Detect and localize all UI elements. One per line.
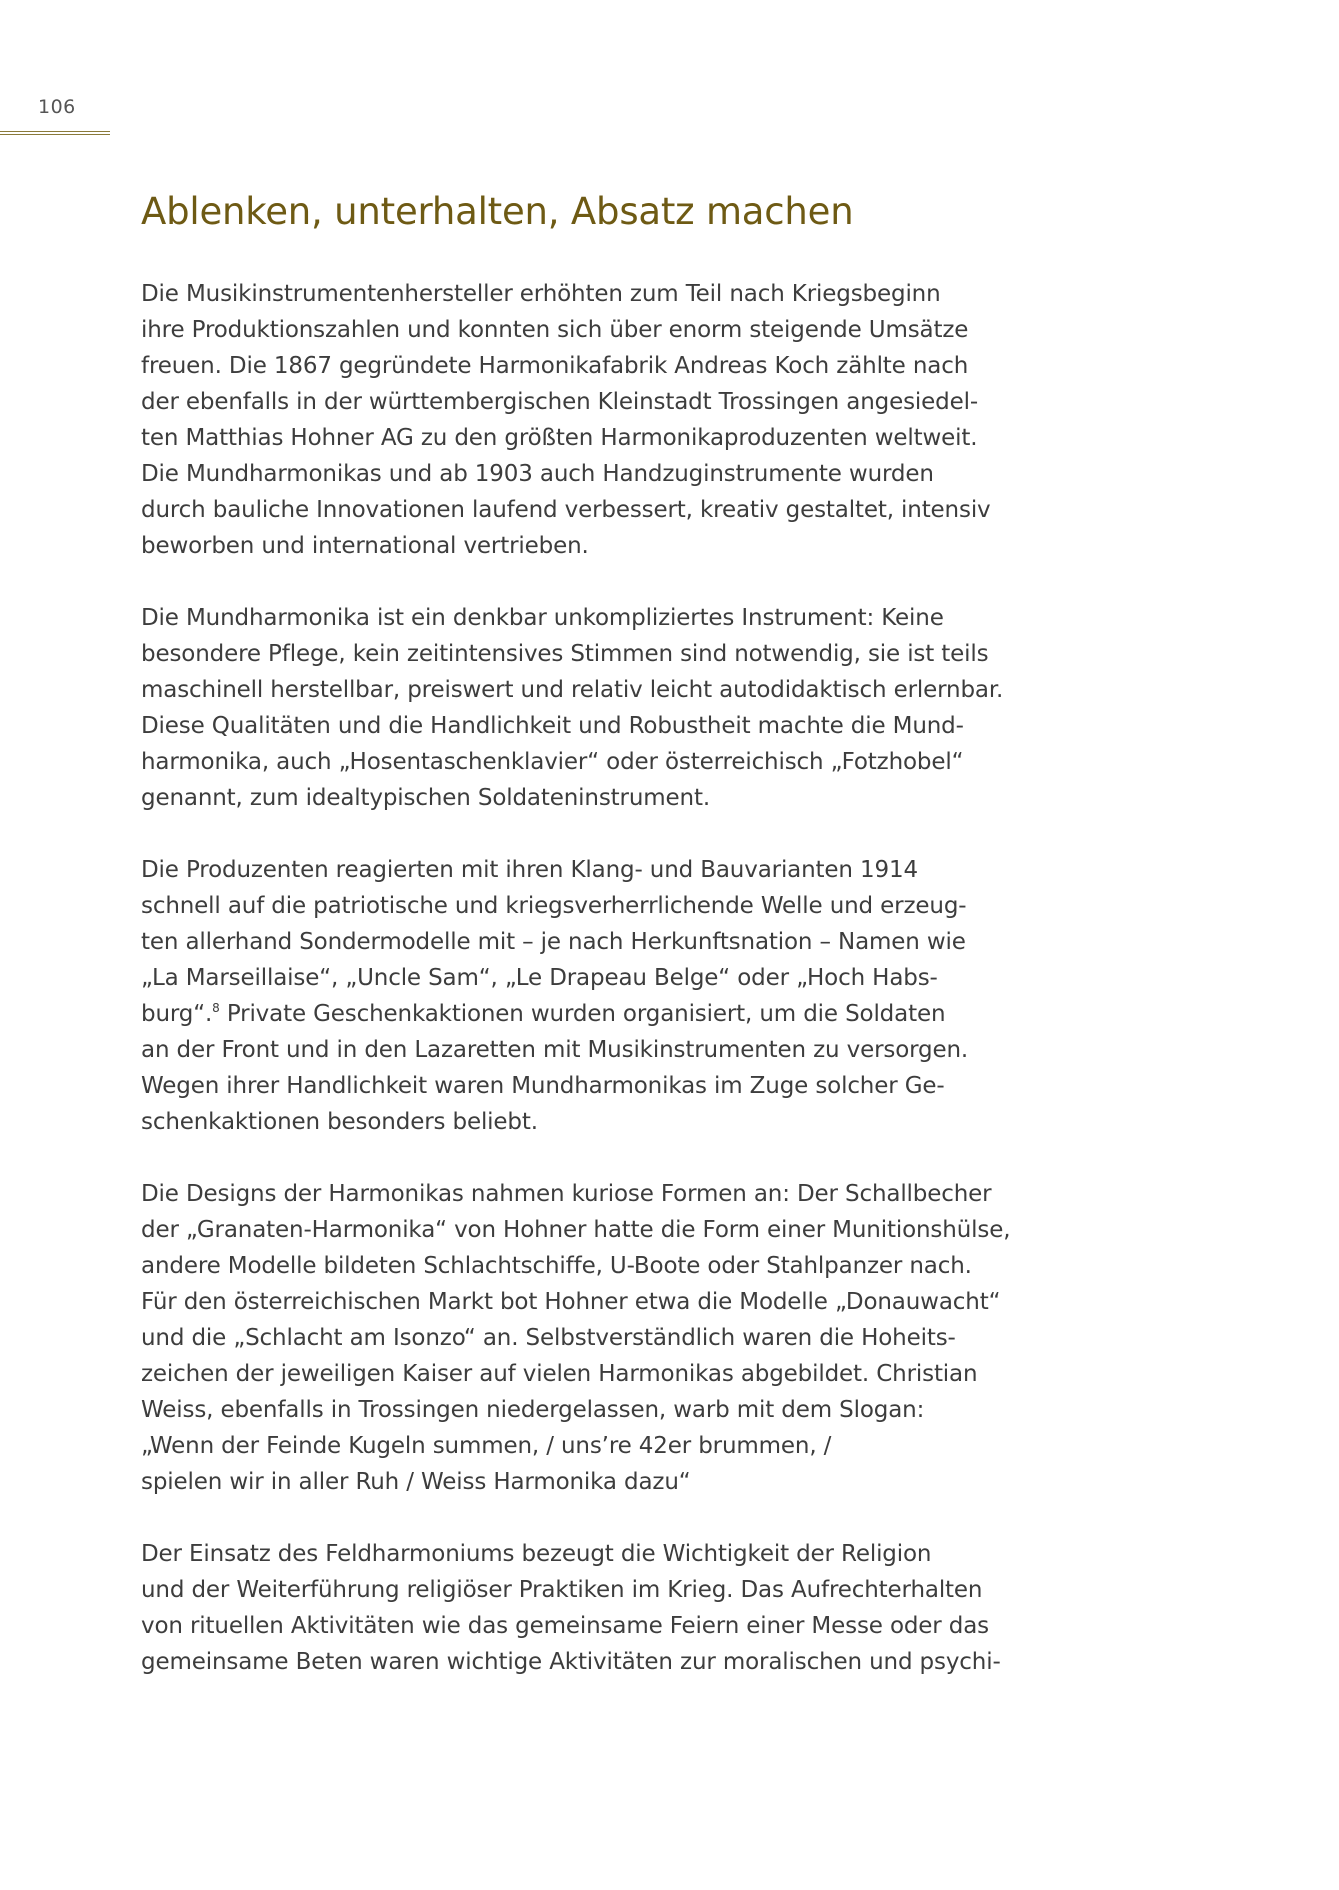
text-line: Diese Qualitäten und die Handlichkeit und Robustheit machte die Mund- <box>141 713 964 739</box>
text-line-with-footnote <box>141 996 1141 1032</box>
text-line: der „Granaten-Harmonika“ von Hohner hatte die Form einer Munitionshülse, <box>141 1217 1011 1243</box>
text-line: Der Einsatz des Feldharmoniums bezeugt die Wichtigkeit der Religion <box>141 1541 932 1567</box>
text-line: andere Modelle bildeten Schlachtschiffe, U-Boote oder Stahlpanzer nach. <box>141 1253 972 1279</box>
page-number: 106 <box>38 96 76 118</box>
text-line: und die „Schlacht am Isonzo“ an. Selbstverständlich waren die Hoheits- <box>141 1325 956 1351</box>
text-line: gemeinsame Beten waren wichtige Aktivitäten zur moralischen und psychi- <box>141 1649 1001 1675</box>
text-line: zeichen der jeweiligen Kaiser auf vielen Harmonikas abgebildet. Christian <box>141 1361 978 1387</box>
section-title: Ablenken, unterhalten, Absatz machen <box>141 190 854 233</box>
text-line: Weiss, ebenfalls in Trossingen niedergelassen, warb mit dem Slogan: <box>141 1397 925 1423</box>
text-line: an der Front und in den Lazaretten mit Musikinstrumenten zu versorgen. <box>141 1037 969 1063</box>
text-line: durch bauliche Innovationen laufend verbessert, kreativ gestaltet, intensiv <box>141 497 991 523</box>
text-line: von rituellen Aktivitäten wie das gemeinsame Feiern einer Messe oder das <box>141 1613 990 1639</box>
body-text <box>141 276 1141 1716</box>
text-line: Die Produzenten reagierten mit ihren Klang- und Bauvarianten 1914 <box>141 857 918 883</box>
text-line: schenkaktionen besonders beliebt. <box>141 1109 538 1135</box>
text-fragment: Private Geschenkaktionen wurden organisiert, um die Soldaten <box>219 1001 946 1027</box>
paragraph-2 <box>141 600 1141 816</box>
text-line: „La Marseillaise“, „Uncle Sam“, „Le Drapeau Belge“ oder „Hoch Habs- <box>141 965 938 991</box>
footnote-reference: 8 <box>212 1001 220 1015</box>
text-line: Die Mundharmonikas und ab 1903 auch Handzuginstrumente wurden <box>141 461 934 487</box>
text-line: der ebenfalls in der württembergischen Kleinstadt Trossingen angesiedel- <box>141 389 978 415</box>
paragraph-1 <box>141 276 1141 564</box>
text-fragment: burg“. <box>141 1001 213 1027</box>
header-rule <box>0 131 110 132</box>
text-line: ihre Produktionszahlen und konnten sich über enorm steigende Umsätze <box>141 317 969 343</box>
text-line: genannt, zum idealtypischen Soldateninstrument. <box>141 785 710 811</box>
text-line: Die Designs der Harmonikas nahmen kuriose Formen an: Der Schallbecher <box>141 1181 992 1207</box>
text-line: schnell auf die patriotische und kriegsverherrlichende Welle und erzeug- <box>141 893 967 919</box>
text-line: Wegen ihrer Handlichkeit waren Mundharmonikas im Zuge solcher Ge- <box>141 1073 945 1099</box>
text-line: freuen. Die 1867 gegründete Harmonikafabrik Andreas Koch zählte nach <box>141 353 969 379</box>
text-line: ten Matthias Hohner AG zu den größten Harmonikaproduzenten weltweit. <box>141 425 978 451</box>
text-line: harmonika, auch „Hosentaschenklavier“ oder österreichisch „Fotzhobel“ <box>141 749 964 775</box>
text-line: ten allerhand Sondermodelle mit – je nach Herkunftsnation – Namen wie <box>141 929 966 955</box>
text-line: besondere Pflege, kein zeitintensives Stimmen sind notwendig, sie ist teils <box>141 641 989 667</box>
text-line: spielen wir in aller Ruh / Weiss Harmonika dazu“ <box>141 1469 691 1495</box>
text-line: „Wenn der Feinde Kugeln summen, / uns’re 42er brummen, / <box>141 1433 832 1459</box>
text-line: Die Musikinstrumentenhersteller erhöhten zum Teil nach Kriegsbeginn <box>141 281 941 307</box>
paragraph-3 <box>141 852 1141 1140</box>
text-line: maschinell herstellbar, preiswert und relativ leicht autodidaktisch erlernbar. <box>141 677 1004 703</box>
text-line: Für den österreichischen Markt bot Hohner etwa die Modelle „Donauwacht“ <box>141 1289 1001 1315</box>
paragraph-4 <box>141 1176 1141 1500</box>
header-rule-secondary <box>0 134 110 135</box>
text-line: und der Weiterführung religiöser Praktiken im Krieg. Das Aufrechterhalten <box>141 1577 983 1603</box>
paragraph-5 <box>141 1536 1141 1680</box>
text-line: beworben und international vertrieben. <box>141 533 589 559</box>
text-line: Die Mundharmonika ist ein denkbar unkompliziertes Instrument: Keine <box>141 605 944 631</box>
